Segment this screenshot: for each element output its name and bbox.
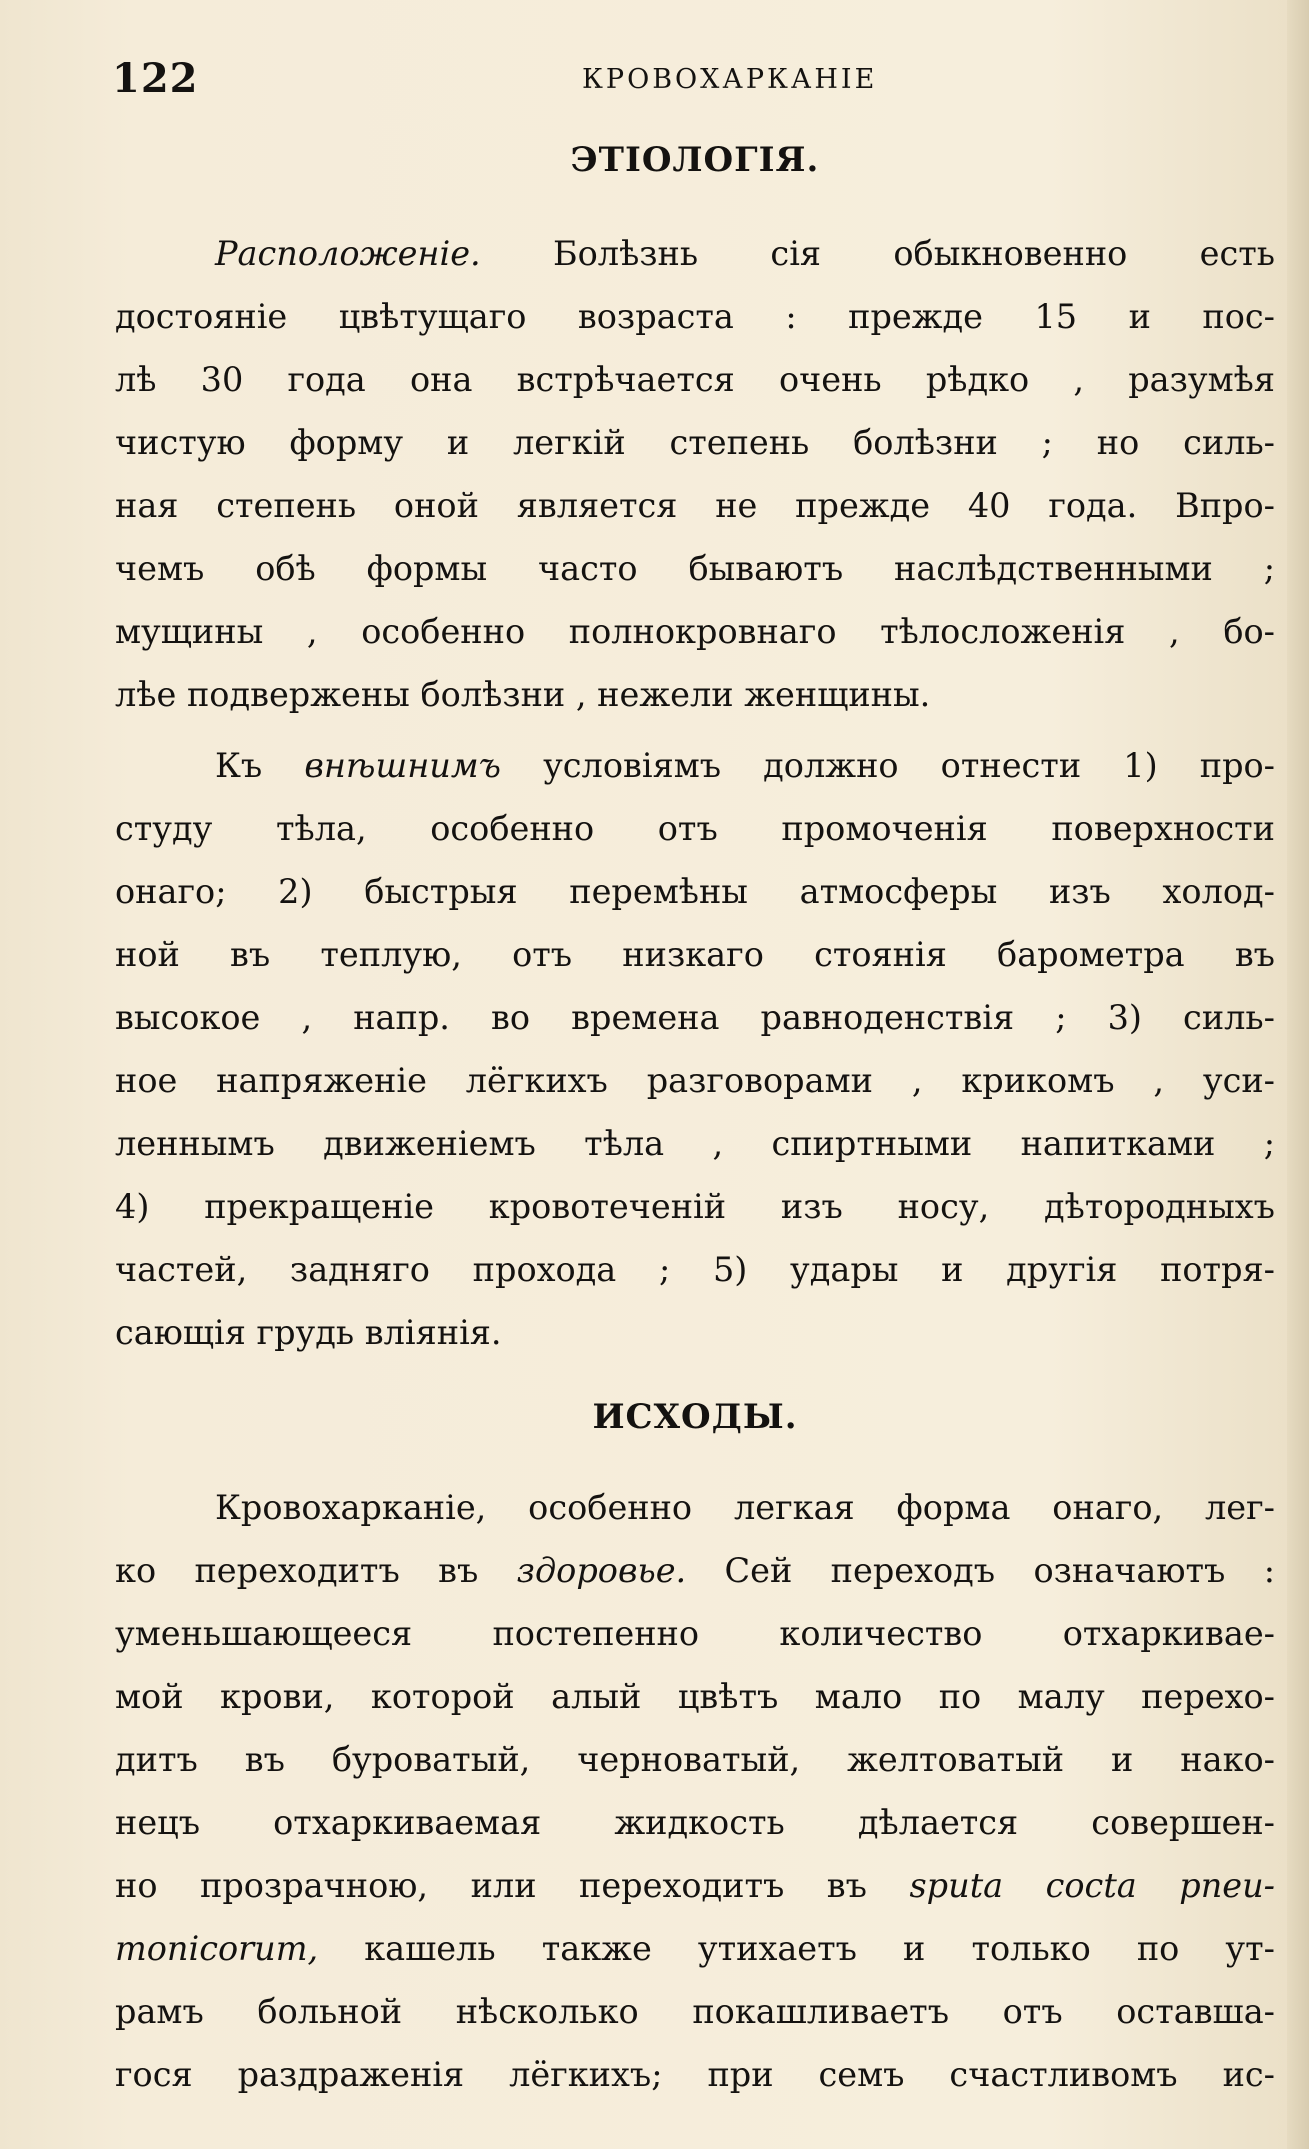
latin-term: sputa cocta pneu- [909, 1866, 1275, 1905]
page-number: 122 [112, 55, 199, 102]
text-line: мой крови, которой алый цвѣтъ мало по малу перехо- [115, 1677, 1275, 1716]
text-line: гося раздраженія лёгкихъ; при семъ счастливомъ ис- [115, 2055, 1275, 2094]
page-header [112, 55, 1272, 105]
latin-term: monicorum, [115, 1929, 319, 1968]
text-line: 4) прекращеніе кровотеченій изъ носу, дѣтородныхъ [115, 1187, 1275, 1226]
running-head: КРОВОХАРКАНІЕ [582, 64, 878, 95]
text-line: лѣе подвержены болѣзни , нежели женщины. [115, 675, 931, 714]
text-line: достояніе цвѣтущаго возраста : прежде 15 и пос- [115, 297, 1275, 336]
text-line: рамъ больной нѣсколько покашливаетъ отъ оставша- [115, 1992, 1275, 2031]
text-line: сающія грудь вліянія. [115, 1313, 502, 1352]
term-health: здоровье. [516, 1551, 687, 1590]
text-line: ко переходитъ въ здоровье. Сей переходъ означаютъ : [115, 1551, 1276, 1590]
text-line: нецъ отхаркиваемая жидкость дѣлается совершен- [115, 1803, 1275, 1842]
text-line: частей, задняго прохода ; 5) удары и другія потря- [115, 1250, 1275, 1289]
text-line: Къ внѣшнимъ условіямъ должно отнести 1) про- [215, 746, 1276, 785]
text-line: леннымъ движеніемъ тѣла , спиртными напитками ; [115, 1124, 1275, 1163]
page-edge [1287, 0, 1309, 2149]
paragraph-disposition [115, 222, 1275, 726]
section-heading-outcomes: ИСХОДЫ. [592, 1397, 798, 1437]
text-line: но прозрачною, или переходитъ въ sputa cocta pneu- [115, 1866, 1275, 1905]
text-line: чемъ обѣ формы часто бываютъ наслѣдственными ; [115, 549, 1275, 588]
text-line: ной въ теплую, отъ низкаго стоянія барометра въ [115, 935, 1275, 974]
paragraph-outcomes [115, 1476, 1275, 2106]
text-line: Расположеніе. Болѣзнь сія обыкновенно есть [215, 234, 1275, 273]
term-external: внѣшнимъ [304, 746, 501, 785]
text-line: уменьшающееся постепенно количество отхаркивае- [115, 1614, 1275, 1653]
text-line: мущины , особенно полнокровнаго тѣлосложенія , бо- [115, 612, 1275, 651]
text-line: monicorum, кашель также утихаетъ и только по ут- [115, 1929, 1275, 1968]
term-disposition: Расположеніе. [215, 234, 481, 273]
text-line: онаго; 2) быстрыя перемѣны атмосферы изъ холод- [115, 872, 1275, 911]
text-line: ная степень оной является не прежде 40 года. Впро- [115, 486, 1275, 525]
section-heading-etiology: ЭТІОЛОГІЯ. [570, 140, 820, 180]
text-line: лѣ 30 года она встрѣчается очень рѣдко , разумѣя [115, 360, 1275, 399]
text-line: Кровохарканіе, особенно легкая форма онаго, лег- [215, 1488, 1275, 1527]
text-line: студу тѣла, особенно отъ промоченія поверхности [115, 809, 1275, 848]
text-line: ное напряженіе лёгкихъ разговорами , крикомъ , уси- [115, 1061, 1275, 1100]
paragraph-external-conditions [115, 734, 1275, 1364]
text-line: чистую форму и легкій степень болѣзни ; но силь- [115, 423, 1275, 462]
text-line: высокое , напр. во времена равноденствія ; 3) силь- [115, 998, 1275, 1037]
text-line: дитъ въ буроватый, черноватый, желтоватый и нако- [115, 1740, 1275, 1779]
